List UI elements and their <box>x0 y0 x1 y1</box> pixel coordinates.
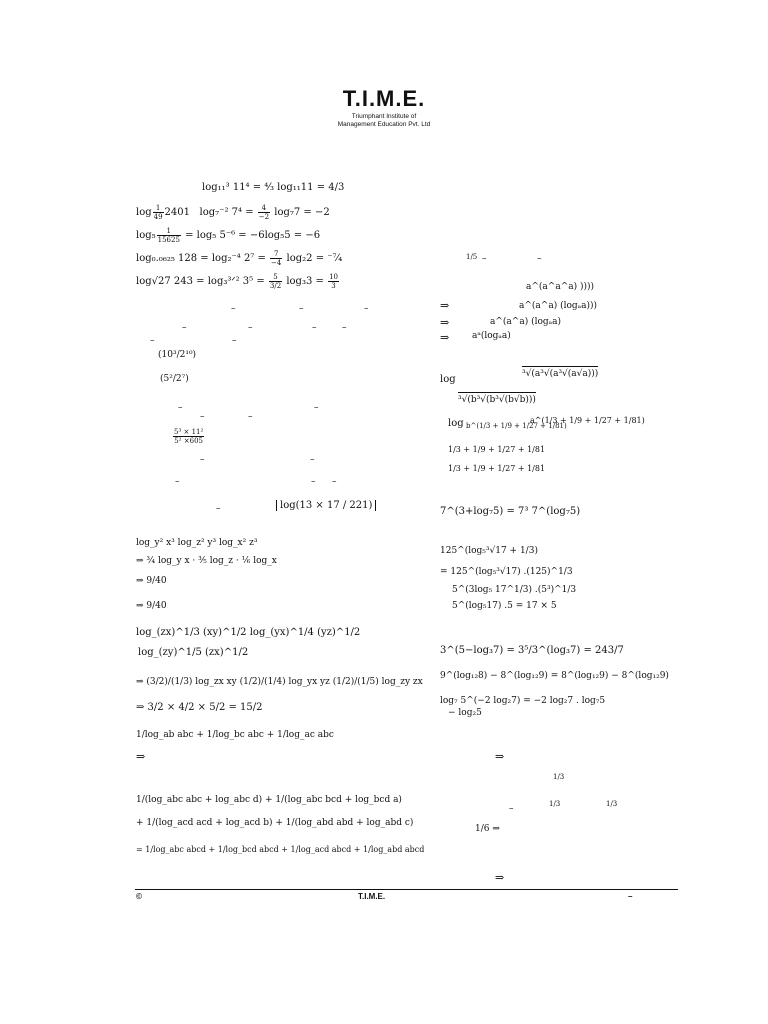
eq-q2: log_(zy)^1/5 (zx)^1/2 <box>138 647 249 658</box>
fraction-product <box>172 426 205 445</box>
dash: – <box>509 804 514 814</box>
dash: – <box>310 455 315 465</box>
dash: – <box>332 477 337 487</box>
eq-left-2-end: log₇7 = −2 <box>271 207 330 218</box>
eq-d1: 3^(5−log₃7) = 3⁵/3^(log₃7) = 243/7 <box>440 645 624 656</box>
dash: – <box>364 304 369 314</box>
eq-left-4-end: log₂2 = ⁻⁷⁄₄ <box>283 253 343 264</box>
eq-d3: log₇ 5^(−2 log₂7) = −2 log₂7 . log₇5 <box>440 696 606 706</box>
eq-a4: a^(a^a^a) )))) <box>526 282 595 292</box>
eq-c2: 125^(log₅³√17 + 1/3) <box>440 546 538 556</box>
fraction: $\frac{10}{3}$ <box>329 273 338 290</box>
dash: – <box>200 412 205 422</box>
implies-symbol: ⇒ <box>440 316 450 329</box>
eq-p1: log_y² x³ log_z² y³ log_x² z³ <box>136 538 258 548</box>
eq-p2: ⇒ ¾ log_y x · ⅗ log_z · ⅙ log_x <box>136 556 277 566</box>
eq-p4: ⇒ 9/40 <box>136 601 167 611</box>
fraction: $\frac{5}{3/2}$ <box>269 273 282 290</box>
dash: – <box>178 403 183 413</box>
eq-c5: 5^(log₅17) .5 = 17 × 5 <box>452 601 557 611</box>
fraction: 1/3 <box>549 800 561 808</box>
log-label: log <box>440 374 456 385</box>
copyright-symbol: © <box>136 892 142 901</box>
fraction: 1/3 <box>553 773 565 781</box>
eq-left-1: log₁₁³ 11⁴ = ⁴⁄₃ log₁₁11 = 4/3 <box>202 182 345 193</box>
implies-symbol: ⇒ <box>440 331 450 344</box>
eq-left-5-mid: log₃3 = <box>283 276 328 287</box>
dash: – <box>182 323 187 333</box>
footer-brand: T.I.M.E. <box>358 892 386 901</box>
dash: – <box>200 455 205 465</box>
implies-symbol: ⇒ <box>495 750 505 763</box>
fraction-power-1: (10³/2¹⁰) <box>158 350 197 360</box>
eq-left-5-start: log√27 243 = log₃³ᐟ² 3⁵ = <box>136 276 268 287</box>
dash: – <box>232 336 237 346</box>
fraction: 1/3 <box>606 800 618 808</box>
eq-a8: a^(a^a) (logₐa) <box>490 317 561 327</box>
nested-radical-b: ³√(b³√(b³√(b√b))) <box>458 392 536 405</box>
bracket-log: log(13 × 17 / 221) <box>276 500 376 511</box>
eq-left-2-mid: log₇⁻² 7⁴ = <box>199 207 257 218</box>
eq-b7: 1/3 + 1/9 + 1/27 + 1/81 <box>448 445 546 454</box>
dash: – <box>150 336 155 346</box>
eq-left-2-num: 2401 <box>164 207 190 218</box>
time-logo: T.I.M.E. <box>342 86 426 111</box>
dash: – <box>537 254 542 264</box>
eq-d4: − log₂5 <box>448 708 482 718</box>
eq-b8: 1/3 + 1/9 + 1/27 + 1/81 <box>448 464 546 473</box>
dash: – <box>342 323 347 333</box>
fraction: $\frac{4}{-2}$ <box>258 204 270 221</box>
implies-symbol: ⇒ <box>495 871 505 884</box>
company-line-1: Triumphant Institute of <box>351 113 417 120</box>
eq-left-3 <box>136 227 320 244</box>
dash: – <box>175 477 180 487</box>
fraction-power-2: (5²/2⁷) <box>160 374 189 384</box>
eq-q3: ⇒ (3/2)/(1/3) log_zx xy (1/2)/(1/4) log_yx yz (1/2)/(1/5) log_zy zx <box>136 677 423 687</box>
eq-b6: a^(1/3 + 1/9 + 1/27 + 1/81) <box>530 416 645 425</box>
dash: – <box>312 323 317 333</box>
dash: – <box>248 323 253 333</box>
eq-left-2 <box>136 204 330 221</box>
eq-c4: 5^(3log₅ 17^1/3) .(5³)^1/3 <box>452 585 577 595</box>
eq-b5: b^(1/3 + 1/9 + 1/27 + 1/81) <box>466 422 567 430</box>
eq-d2: 9^(log₁₂8) − 8^(log₁₂9) = 8^(log₁₂9) − 8^(log₁₂9) <box>440 671 669 681</box>
eq-q4: ⇒ 3/2 × 4/2 × 5/2 = 15/2 <box>136 702 263 713</box>
eq-c3: = 125^(log₅³√17) .(125)^1/3 <box>440 567 573 577</box>
eq-s1: 1/(log_abc abc + log_abc d) + 1/(log_abc bcd + log_bcd a) <box>136 795 402 805</box>
implies-symbol: ⇒ <box>440 299 450 312</box>
eq-left-3-end: = log₅ 5⁻⁶ = −6log₅5 = −6 <box>181 230 321 241</box>
nested-radical-a: ³√(a³√(a³√(a√a))) <box>522 366 598 379</box>
eq-left-2-log: log <box>136 207 152 218</box>
dash: – <box>216 504 221 514</box>
fraction: $\frac{1}{15625}$ <box>157 227 180 244</box>
footer-dash: – <box>628 892 633 901</box>
dash: – <box>482 254 487 264</box>
dash: – <box>314 403 319 413</box>
implies-symbol: ⇒ <box>136 750 146 763</box>
eq-s3: = 1/log_abc abcd + 1/log_bcd abcd + 1/log_acd abcd + 1/log_abd abcd <box>136 845 425 854</box>
fraction: $\frac{1}{49}$ <box>153 204 163 221</box>
eq-s2: + 1/(log_acd acd + log_acd b) + 1/(log_abd abd + log_abd c) <box>136 818 414 828</box>
dash: – <box>248 412 253 422</box>
eq-r1: 1/log_ab abc + 1/log_bc abc + 1/log_ac abc <box>136 730 334 740</box>
eq-q1: log_(zx)^1/3 (xy)^1/2 log_(yx)^1/4 (yz)^1/2 <box>136 627 361 638</box>
company-name <box>0 113 768 129</box>
eq-c1: 7^(3+log₇5) = 7³ 7^(log₇5) <box>440 506 581 517</box>
eq-e6: 1/6 ⇒ <box>475 824 500 834</box>
dash: – <box>299 304 304 314</box>
eq-a6: a^(a^a) (logₐa))) <box>519 301 598 311</box>
eq-left-4 <box>136 250 342 267</box>
fraction: 1/5 <box>466 253 478 261</box>
dash: – <box>231 304 236 314</box>
footer-rule <box>135 889 678 890</box>
eq-left-3-log: log₅ <box>136 230 156 241</box>
eq-left-4-start: log₀.₀₆₂₅ 128 = log₂⁻⁴ 2⁷ = <box>136 253 270 264</box>
eq-p3: ⇒ 9/40 <box>136 576 167 586</box>
log-label: log <box>448 418 464 429</box>
company-line-2: Management Education Pvt. Ltd <box>337 121 431 128</box>
fraction: $\frac{\text{5³ × 11²}}{\text{5² ×605}}$ <box>174 428 204 445</box>
eq-a10: aᵃ(logₐa) <box>472 331 511 341</box>
dash: – <box>311 477 316 487</box>
eq-left-5 <box>136 273 340 290</box>
fraction: $\frac{7}{-4}$ <box>271 250 282 267</box>
